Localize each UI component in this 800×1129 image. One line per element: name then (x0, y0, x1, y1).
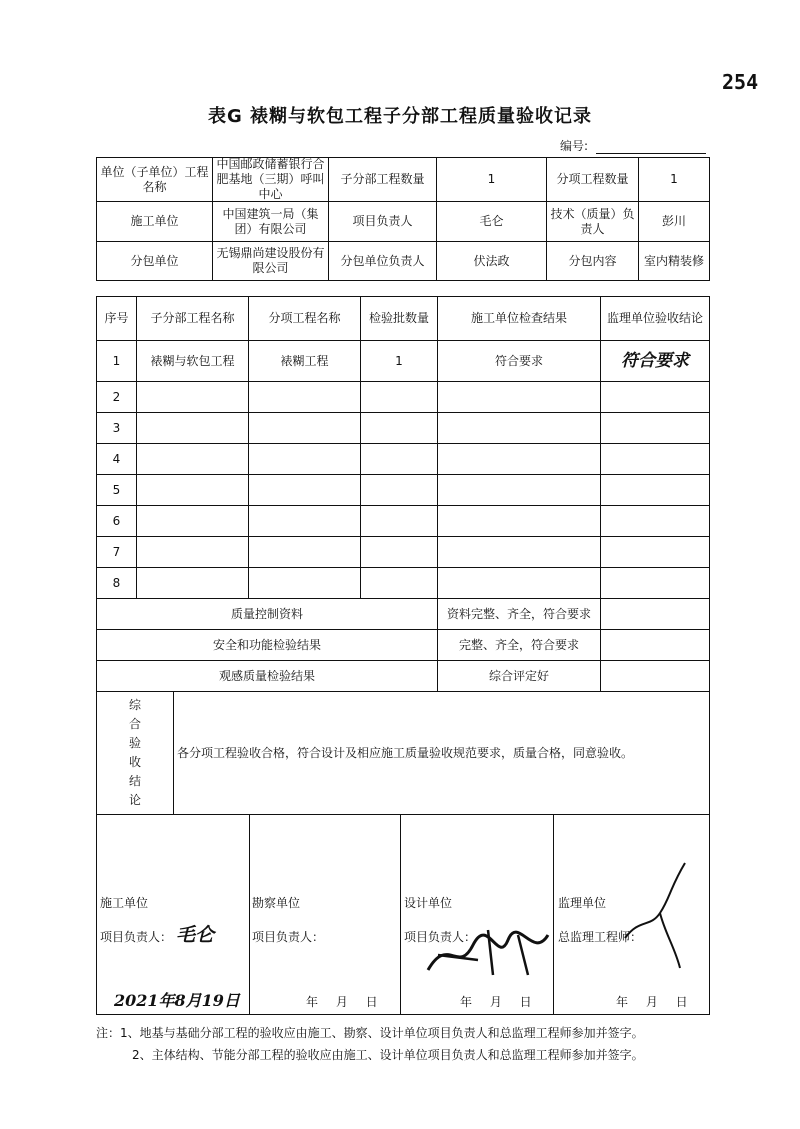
unit-label: 单位（子单位）工程名称 (96, 157, 213, 202)
sig-supervision-person: 总监理工程师： (558, 930, 643, 944)
construction-value: 中国建筑一局（集团）有限公司 (212, 201, 329, 242)
row-1-no: 1 (96, 340, 137, 382)
serial-blank (596, 141, 706, 154)
row-5-count (360, 474, 438, 506)
signature-construction-cell (96, 814, 250, 1015)
row-6-item (248, 505, 361, 537)
conclusion-label-char: 结 (128, 774, 141, 788)
row-3-accept (600, 412, 710, 444)
sig-design-person: 项目负责人： (404, 930, 477, 944)
row-3-sub (136, 412, 249, 444)
appearance-accept (600, 660, 710, 692)
sig-supervision-unit: 监理单位 (558, 896, 607, 910)
conclusion-label-char: 合 (128, 717, 141, 731)
serial-label: 编号: (560, 139, 589, 153)
row-8-sub (136, 567, 249, 599)
item-count-value: 1 (638, 157, 710, 202)
row-3-no: 3 (96, 412, 137, 444)
row-4-no: 4 (96, 443, 137, 475)
row-2-sub (136, 381, 249, 413)
row-2-accept (600, 381, 710, 413)
page-title: 表G 裱糊与软包工程子分部工程质量验收记录 (207, 106, 593, 127)
row-3-count (360, 412, 438, 444)
supervision-signature-scribble (610, 858, 700, 978)
row-5-accept (600, 474, 710, 506)
row-8-item (248, 567, 361, 599)
row-2-check (437, 381, 601, 413)
safety-function-value: 完整、齐全，符合要求 (437, 629, 601, 661)
sub-content-label: 分包内容 (546, 241, 639, 281)
col-header-accept: 监理单位验收结论 (600, 296, 710, 341)
sig-supervision-date: 年 月 日 (616, 995, 688, 1009)
sub-count-label: 子分部工程数量 (328, 157, 437, 202)
quality-control-label: 质量控制资料 (96, 598, 438, 630)
row-6-no: 6 (96, 505, 137, 537)
row-7-count (360, 536, 438, 568)
design-signature-scribble (418, 915, 558, 985)
sig-construction-unit: 施工单位 (100, 896, 149, 910)
subcontract-label: 分包单位 (96, 241, 213, 281)
row-2-item (248, 381, 361, 413)
quality-control-accept (600, 598, 710, 630)
row-5-no: 5 (96, 474, 137, 506)
row-2-no: 2 (96, 381, 137, 413)
col-header-item: 分项工程名称 (248, 296, 361, 341)
sub-pm-value: 伏法政 (436, 241, 547, 281)
col-header-sub: 子分部工程名称 (136, 296, 249, 341)
sub-content-value: 室内精装修 (638, 241, 710, 281)
tech-label: 技术（质量）负责人 (546, 201, 639, 242)
appearance-value: 综合评定好 (437, 660, 601, 692)
row-5-item (248, 474, 361, 506)
item-count-label: 分项工程数量 (546, 157, 639, 202)
sub-pm-label: 分包单位负责人 (328, 241, 437, 281)
pm-label: 项目负责人 (328, 201, 437, 242)
page-number: 254 (722, 70, 759, 94)
col-header-check: 施工单位检查结果 (437, 296, 601, 341)
conclusion-label-char: 收 (128, 755, 141, 769)
conclusion-label-char: 验 (128, 736, 141, 750)
row-1-sub: 裱糊与软包工程 (136, 340, 249, 382)
row-3-item (248, 412, 361, 444)
footnote-1: 注：1、地基与基础分部工程的验收应由施工、勘察、设计单位项目负责人和总监理工程师参加并签字。 (96, 1026, 644, 1040)
row-7-check (437, 536, 601, 568)
row-7-no: 7 (96, 536, 137, 568)
subcontract-value: 无锡鼎尚建设股份有限公司 (212, 241, 329, 281)
row-7-accept (600, 536, 710, 568)
sig-construction-handwritten: 毛仑 (176, 924, 215, 946)
conclusion-label (96, 691, 174, 815)
serial-number (560, 137, 706, 154)
row-4-count (360, 443, 438, 475)
safety-function-label: 安全和功能检验结果 (96, 629, 438, 661)
row-5-check (437, 474, 601, 506)
row-4-check (437, 443, 601, 475)
row-5-sub (136, 474, 249, 506)
signature-survey-cell (249, 814, 401, 1015)
sub-count-value: 1 (436, 157, 547, 202)
construction-label: 施工单位 (96, 201, 213, 242)
pm-value: 毛仑 (436, 201, 547, 242)
sig-design-date: 年 月 日 (460, 995, 532, 1009)
conclusion-text: 各分项工程验收合格，符合设计及相应施工质量验收规范要求，质量合格，同意验收。 (173, 691, 710, 815)
row-1-item: 裱糊工程 (248, 340, 361, 382)
row-1-accept-handwritten: 符合要求 (600, 340, 710, 382)
col-header-count: 检验批数量 (360, 296, 438, 341)
row-1-count: 1 (360, 340, 438, 382)
row-7-item (248, 536, 361, 568)
row-8-no: 8 (96, 567, 137, 599)
row-1-check: 符合要求 (437, 340, 601, 382)
row-8-accept (600, 567, 710, 599)
col-header-no: 序号 (96, 296, 137, 341)
conclusion-label-char: 综 (128, 698, 141, 712)
sig-construction-date: 2021年8月19日 (114, 991, 240, 1010)
footnote-2: 2、主体结构、节能分部工程的验收应由施工、设计单位项目负责人和总监理工程师参加并签字。 (132, 1048, 644, 1062)
appearance-label: 观感质量检验结果 (96, 660, 438, 692)
row-6-accept (600, 505, 710, 537)
row-6-check (437, 505, 601, 537)
row-6-count (360, 505, 438, 537)
row-8-check (437, 567, 601, 599)
sig-construction-person: 项目负责人： (100, 930, 173, 944)
safety-function-accept (600, 629, 710, 661)
footnotes (96, 1022, 644, 1066)
sig-survey-unit: 勘察单位 (252, 896, 301, 910)
row-8-count (360, 567, 438, 599)
quality-control-value: 资料完整、齐全，符合要求 (437, 598, 601, 630)
row-2-count (360, 381, 438, 413)
tech-value: 彭川 (638, 201, 710, 242)
row-4-item (248, 443, 361, 475)
conclusion-label-char: 论 (128, 793, 141, 807)
row-6-sub (136, 505, 249, 537)
row-4-accept (600, 443, 710, 475)
row-4-sub (136, 443, 249, 475)
sig-design-unit: 设计单位 (404, 896, 453, 910)
row-3-check (437, 412, 601, 444)
sig-survey-person: 项目负责人： (252, 930, 325, 944)
row-7-sub (136, 536, 249, 568)
unit-value: 中国邮政储蓄银行合肥基地（三期）呼叫中心 (212, 157, 329, 202)
sig-survey-date: 年 月 日 (306, 995, 378, 1009)
